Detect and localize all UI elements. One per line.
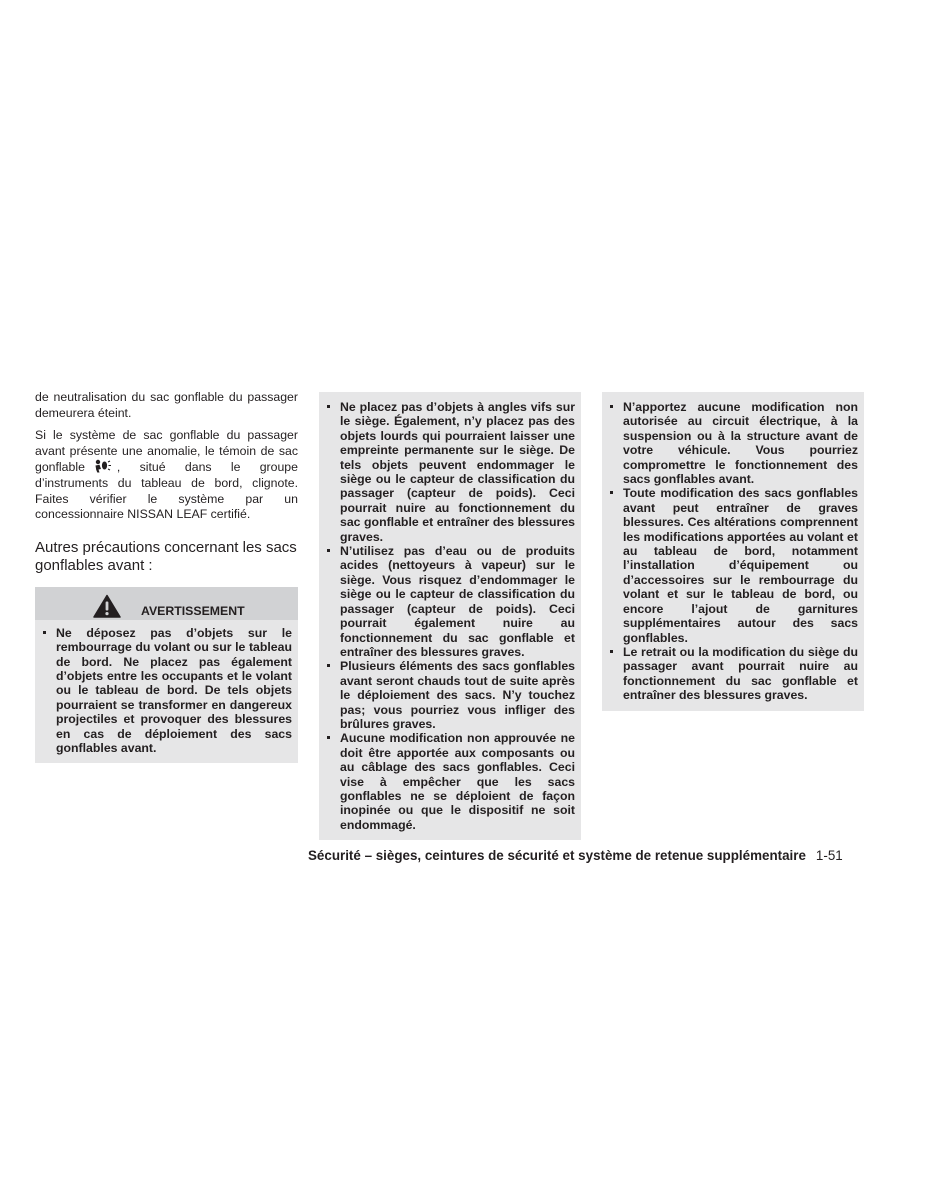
page-number: 1-51 xyxy=(815,848,843,863)
left-column xyxy=(35,390,298,763)
list-item: N’apportez aucune modification non autorisée au circuit électrique, à la suspension ou à la structure avant de votre véhicule. Vous pourriez compromettre le fonctionnement des sacs gonflables avant. xyxy=(602,400,858,486)
warning-title: AVERTISSEMENT xyxy=(141,603,245,618)
paragraph-malfunction-start: Si le système de sac gonflable du passager avant présente une anomalie, le témoin de sac gonflable xyxy=(35,428,298,475)
warning-list-continued xyxy=(602,400,858,703)
page-footer xyxy=(308,848,864,864)
warning-header xyxy=(35,587,298,620)
warning-triangle-icon xyxy=(93,594,121,618)
list-item: Aucune modification non approuvée ne doit être apportée aux composants ou au câblage des sacs gonflables. Ceci vise à empêcher que les sacs gonflables ne se déploient de façon inopinée ou que le dispositif ne soit endommagé. xyxy=(319,731,575,832)
warning-content xyxy=(35,620,298,764)
list-item: Le retrait ou la modification du siège du passager avant pourrait nuire au fonctionnement du sac gonflable et entraîner des blessures graves. xyxy=(602,645,858,703)
list-item: N’utilisez pas d’eau ou de produits acides (nettoyeurs à vapeur) sur le siège. Vous risquez d’endommager le siège ou le capteur de classification du passager (capteur de poids). Ceci pourrait également nuire au fonctionnement du sac gonflable et entraîner des blessures graves. xyxy=(319,544,575,659)
warning-list-continued xyxy=(319,400,575,832)
airbag-warning-icon xyxy=(89,459,115,473)
middle-column xyxy=(319,392,581,840)
footer-section-title: Sécurité – sièges, ceintures de sécurité et système de retenue supplémentaire xyxy=(308,848,806,863)
list-item: Ne placez pas d’objets à angles vifs sur le siège. Également, n’y placez pas des objets lourds qui pourraient laisser une empreinte permanente sur le siège. De tels objets peuvent endommager le siège ou le capteur de classification du passager (capteur de poids). Ceci pourrait nuire au fonctionnement du sac gonflable et entraîner des blessures graves. xyxy=(319,400,575,544)
paragraph-malfunction-end: , situé dans le groupe d’instruments du tableau de bord, clignote. Faites vérifier le système par un concessionnaire NISSAN LEAF certifié. xyxy=(35,460,298,522)
warning-continued-box xyxy=(602,392,864,711)
warning-continued-box xyxy=(319,392,581,840)
paragraph-indicator-off: de neutralisation du sac gonflable du passager demeurera éteint. xyxy=(35,390,298,420)
section-subheading: Autres précautions concernant les sacs gonflables avant : xyxy=(35,538,297,574)
list-item: Ne déposez pas d’objets sur le rembourrage du volant ou sur le tableau de bord. Ne placez pas également d’objets entre les occupants et le volant ou le tableau de bord. De tels objets pourraient se transformer en dangereux projectiles et provoquer des blessures en cas de déploiement des sacs gonflables avant. xyxy=(35,626,292,756)
paragraph-malfunction xyxy=(35,428,298,523)
right-column xyxy=(602,392,864,711)
list-item: Toute modification des sacs gonflables avant peut entraîner de graves blessures. Ces altérations comprennent les modifications apportées au volant et au tableau de bord, notamment l’installation d’équipement ou d’accessoires sur le rembourrage du volant et sur le tableau de bord, ou encore l’ajout de garnitures supplémentaires autour des sacs gonflables. xyxy=(602,486,858,644)
warning-box xyxy=(35,587,298,764)
list-item: Plusieurs éléments des sacs gonflables avant seront chauds tout de suite après le déploiement des sacs. N’y touchez pas; vous pourriez vous infliger des brûlures graves. xyxy=(319,659,575,731)
warning-list xyxy=(35,626,292,756)
